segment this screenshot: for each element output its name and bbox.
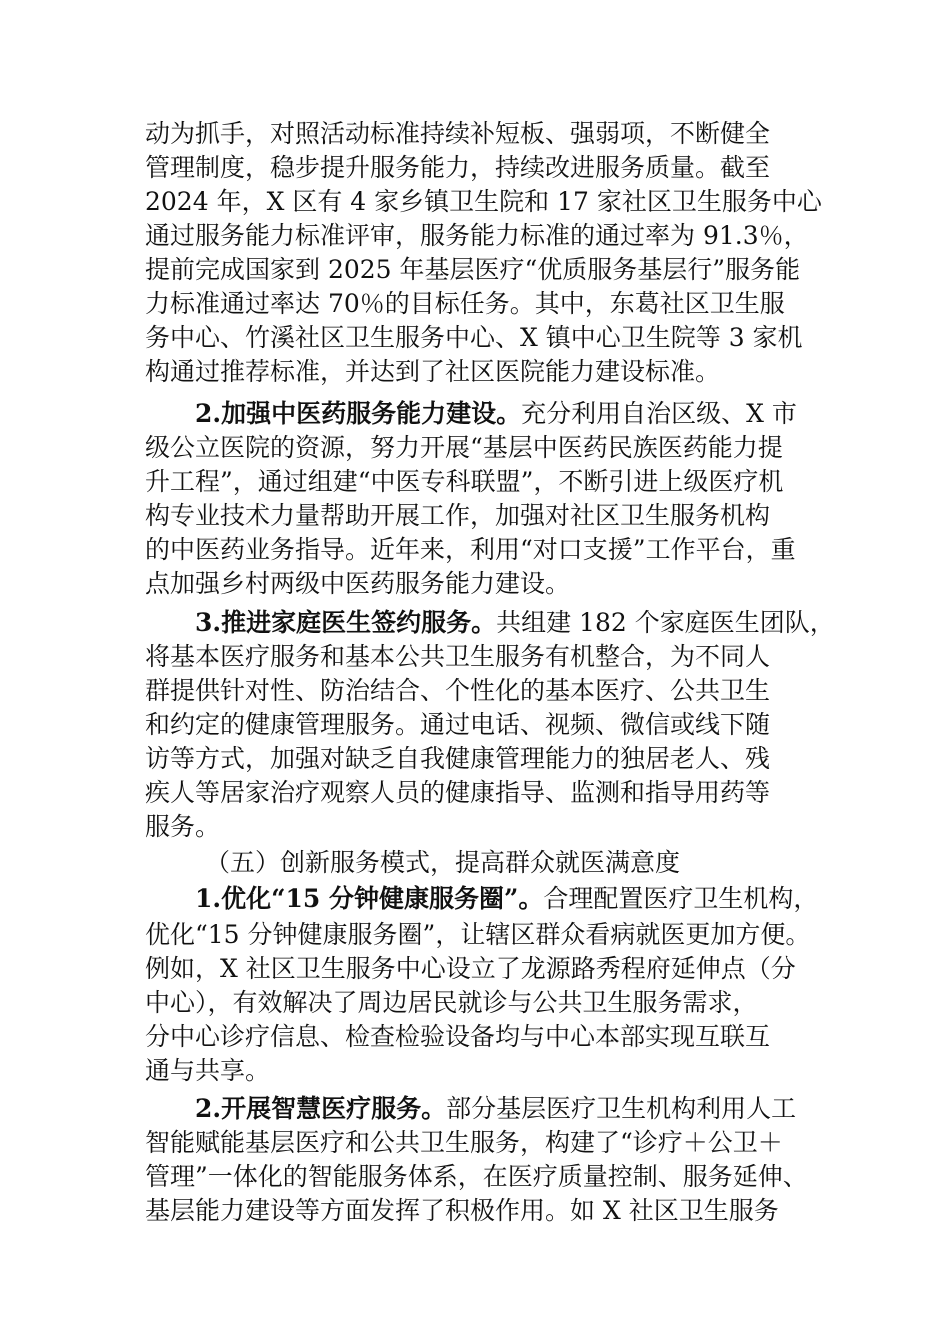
text-line: 构专业技术力量帮助开展工作，加强对社区卫生服务机构 [145,501,771,530]
subheading: 3.推进家庭医生签约服务。 [195,608,497,637]
text-line: 级公立医院的资源，努力开展“基层中医药民族医药能力提 [145,433,783,462]
text-line: 务中心、竹溪社区卫生服务中心、X 镇中心卫生院等 3 家机 [145,323,803,352]
text-line: 构通过推荐标准，并达到了社区医院能力建设标准。 [145,357,721,386]
text-line: 提前完成国家到 2025 年基层医疗“优质服务基层行”服务能 [145,255,801,284]
subheading-line [195,606,835,640]
text-line: 访等方式，加强对缺乏自我健康管理能力的独居老人、残 [145,744,771,773]
subheading-line [195,397,797,431]
text-line: 分中心诊疗信息、检查检验设备均与中心本部实现互联互 [145,1022,771,1051]
subheading-text: 充分利用自治区级、X 市 [521,399,797,428]
text-line: 管理”一体化的智能服务体系，在医疗质量控制、服务延伸、 [145,1162,808,1191]
text-line: 通与共享。 [145,1056,271,1085]
subheading-line [195,882,818,916]
text-line: 将基本医疗服务和基本公共卫生服务有机整合，为不同人 [145,642,771,671]
text-line: 群提供针对性、防治结合、个性化的基本医疗、公共卫生 [145,676,771,705]
text-line: 动为抓手，对照活动标准持续补短板、强弱项，不断健全 [145,119,771,148]
subheading-line [195,1092,796,1126]
text-line: 和约定的健康管理服务。通过电话、视频、微信或线下随 [145,710,771,739]
text-line: 例如，X 社区卫生服务中心设立了龙源路秀程府延伸点（分 [145,954,796,983]
subheading: 2.加强中医药服务能力建设。 [195,399,522,428]
subheading-text: 部分基层医疗卫生机构利用人工 [446,1094,797,1123]
text-line: 的中医药业务指导。近年来，利用“对口支援”工作平台，重 [145,535,796,564]
text-line: 点加强乡村两级中医药服务能力建设。 [145,569,571,598]
subheading: 1.优化“15 分钟健康服务圈”。 [195,884,544,913]
text-line: 升工程”，通过组建“中医专科联盟”，不断引进上级医疗机 [145,467,784,496]
text-line: 智能赋能基层医疗和公共卫生服务，构建了“诊疗＋公卫＋ [145,1128,783,1157]
text-line: 2024 年，X 区有 4 家乡镇卫生院和 17 家社区卫生服务中心 [145,187,822,216]
section-heading: （五）创新服务模式，提高群众就医满意度 [205,848,681,877]
text-line: 通过服务能力标准评审，服务能力标准的通过率为 91.3％， [145,221,809,250]
text-line: 中心），有效解决了周边居民就诊与公共卫生服务需求， [145,988,758,1017]
text-line: 管理制度，稳步提升服务能力，持续改进服务质量。截至 [145,153,771,182]
text-line: 疾人等居家治疗观察人员的健康指导、监测和指导用药等 [145,778,771,807]
text-line: 力标准通过率达 70％的目标任务。其中，东葛社区卫生服 [145,289,785,318]
text-line: 服务。 [145,812,221,841]
text-line: 基层能力建设等方面发挥了积极作用。如 X 社区卫生服务 [145,1196,779,1225]
subheading: 2.开展智慧医疗服务。 [195,1094,447,1123]
text-line: 优化“15 分钟健康服务圈”，让辖区群众看病就医更加方便。 [145,920,811,949]
subheading-text: 合理配置医疗卫生机构， [543,884,819,913]
subheading-text: 共组建 182 个家庭医生团队， [496,608,835,637]
